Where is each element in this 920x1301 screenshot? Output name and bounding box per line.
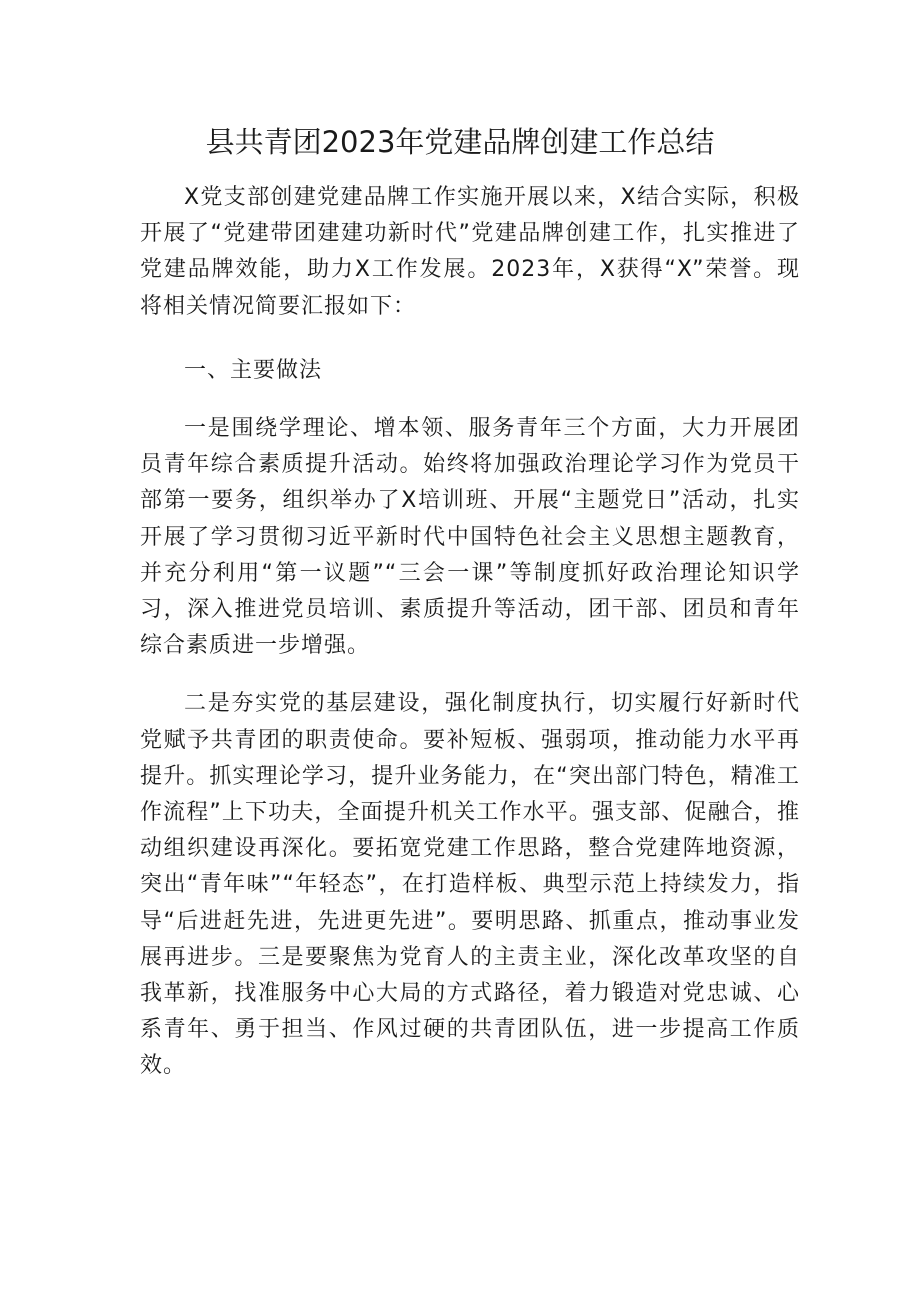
paragraph-second-point: 二是夯实党的基层建设，强化制度执行，切实履行好新时代党赋予共青团的职责使命。要补短板、强弱项，推动能力水平再提升。抓实理论学习，提升业务能力，在“突出部门特色，精准工作流程”上下功夫，全面提升机关工作水平。强支部、促融合，推动组织建设再深化。要拓宽党建工作思路，整合党建阵地资源，突出“青年味”“年轻态”，在打造样板、典型示范上持续发力，指导“后进赶先进，先进更先进”。要明思路、抓重点，推动事业发展再进步。三是要聚焦为党育人的主责主业，深化改革攻坚的自我革新，找准服务中心大局的方式路径，着力锻造对党忠诚、心系青年、勇于担当、作风过硬的共青团队伍，进一步提高工作质效。 [140, 691, 800, 1079]
paragraph-spacer [140, 325, 800, 353]
section-heading-main-practices: 一、主要做法 [184, 357, 323, 383]
paragraph-spacer [140, 389, 800, 411]
paragraph-intro: X党支部创建党建品牌工作实施开展以来，X结合实际，积极开展了“党建带团建建功新时代”党建品牌创建工作，扎实推进了党建品牌效能，助力X工作发展。2023年，X获得“X”荣誉。现将相关情况简要汇报如下： [140, 185, 800, 319]
document-title: 县共青团2023年党建品牌创建工作总结 [205, 125, 715, 159]
paragraph-first-point: 一是围绕学理论、增本领、服务青年三个方面，大力开展团员青年综合素质提升活动。始终将加强政治理论学习作为党员干部第一要务，组织举办了X培训班、开展“主题党日”活动，扎实开展了学习贯彻习近平新时代中国特色社会主义思想主题教育，并充分利用“第一议题”“三会一课”等制度抓好政治理论知识学习，深入推进党员培训、素质提升等活动，团干部、团员和青年综合素质进一步增强。 [140, 416, 800, 659]
document-body [140, 180, 800, 1085]
paragraph-spacer [140, 664, 800, 686]
